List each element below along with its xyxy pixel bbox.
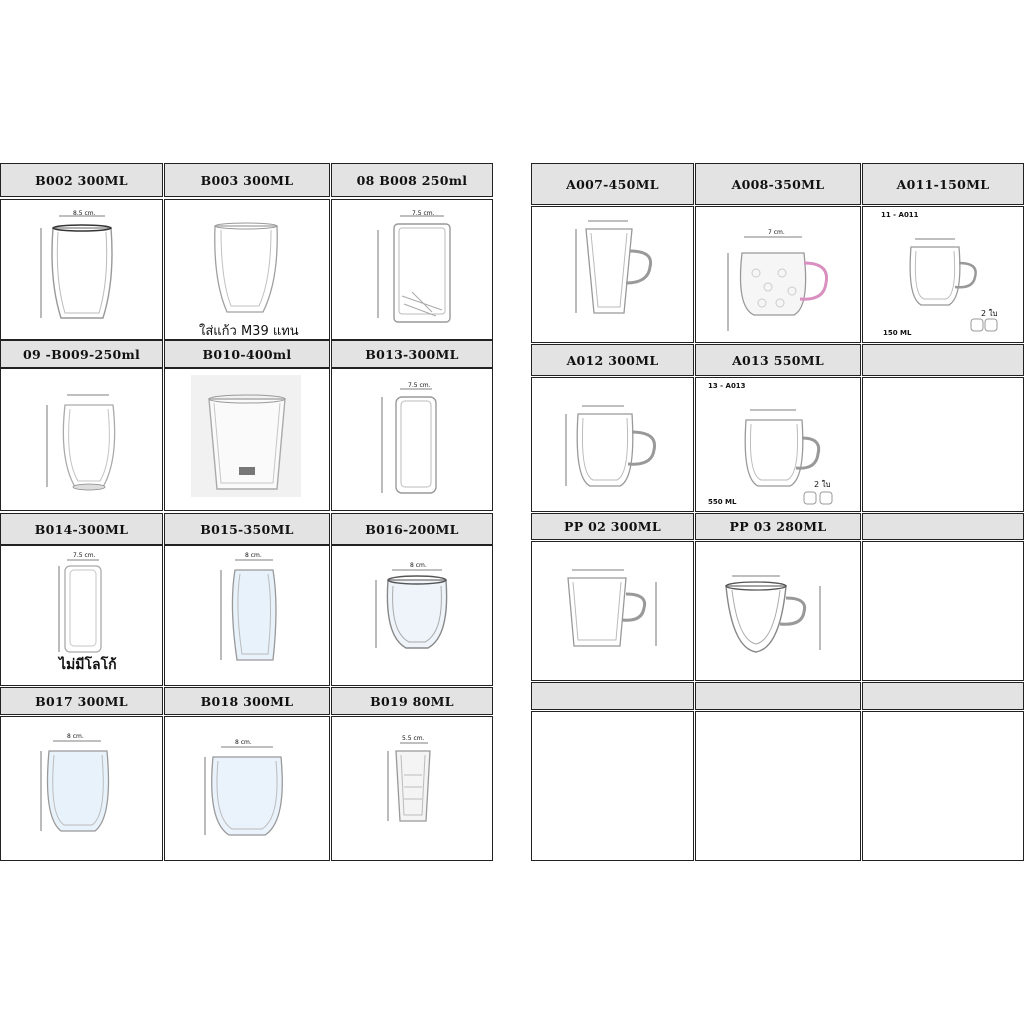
product-image-cell bbox=[0, 368, 163, 511]
product-header-empty bbox=[862, 682, 1024, 710]
product-image-cell bbox=[0, 545, 163, 686]
double-wall-glass-image bbox=[1, 200, 161, 338]
width-dimension: 7 cm. bbox=[768, 229, 785, 236]
double-wall-mug-image bbox=[532, 542, 692, 679]
product-header: B013-300ML bbox=[331, 340, 493, 368]
width-dimension: 8.5 cm. bbox=[73, 210, 96, 217]
product-header: B017 300ML bbox=[0, 687, 163, 715]
product-code: 13 - A013 bbox=[708, 382, 746, 390]
product-header: A008-350ML bbox=[695, 163, 861, 205]
product-image-cell bbox=[695, 541, 861, 681]
capacity-label: 550 ML bbox=[708, 498, 737, 506]
width-dimension: 5.5 cm. bbox=[402, 735, 425, 742]
double-wall-glass-image bbox=[165, 546, 328, 684]
product-header: B018 300ML bbox=[164, 687, 330, 715]
product-header: A007-450ML bbox=[531, 163, 694, 205]
product-header: B015-350ML bbox=[164, 513, 330, 545]
product-header: B016-200ML bbox=[331, 513, 493, 545]
product-image-cell bbox=[331, 545, 493, 686]
empty-cell bbox=[862, 541, 1024, 681]
product-image-cell bbox=[0, 716, 163, 861]
product-header: B002 300ML bbox=[0, 163, 163, 197]
product-image-cell bbox=[164, 716, 330, 861]
product-image-cell bbox=[331, 368, 493, 511]
double-wall-glass-image bbox=[1, 369, 161, 509]
double-wall-glass-image bbox=[165, 369, 328, 509]
double-wall-glass-image bbox=[165, 200, 328, 338]
product-header: B014-300ML bbox=[0, 513, 163, 545]
width-dimension: 8 cm. bbox=[67, 733, 84, 740]
empty-cell bbox=[862, 711, 1024, 861]
product-header: PP 02 300ML bbox=[531, 513, 694, 540]
product-header-empty bbox=[695, 682, 861, 710]
width-dimension: 7.5 cm. bbox=[408, 382, 431, 389]
product-image-cell bbox=[695, 377, 861, 512]
double-wall-mug-image bbox=[532, 378, 692, 510]
product-image-cell bbox=[164, 368, 330, 511]
width-dimension: 8 cm. bbox=[235, 739, 252, 746]
no-logo-note: ไม่มีโลโก้ bbox=[59, 657, 117, 673]
double-wall-mug-image bbox=[696, 378, 859, 510]
product-image-cell bbox=[164, 545, 330, 686]
product-header: B019 80ML bbox=[331, 687, 493, 715]
product-image-cell bbox=[862, 206, 1024, 343]
product-header: 09 -B009-250ml bbox=[0, 340, 163, 368]
product-header: PP 03 280ML bbox=[695, 513, 861, 540]
product-header-empty bbox=[862, 344, 1024, 376]
pieces-label: 2 ใบ bbox=[814, 480, 831, 489]
product-image-cell bbox=[531, 377, 694, 512]
pieces-label: 2 ใบ bbox=[981, 309, 998, 318]
product-header: 08 B008 250ml bbox=[331, 163, 493, 197]
product-header: B010-400ml bbox=[164, 340, 330, 368]
product-code: 11 - A011 bbox=[881, 211, 919, 219]
substitute-note: ใส่แก้ว M39 แทน bbox=[199, 324, 299, 339]
product-header: A013 550ML bbox=[695, 344, 861, 376]
product-header-empty bbox=[862, 513, 1024, 540]
product-image-cell bbox=[695, 206, 861, 343]
width-dimension: 8 cm. bbox=[410, 562, 427, 569]
product-image-cell bbox=[331, 716, 493, 861]
empty-cell bbox=[531, 711, 694, 861]
double-wall-glass-image bbox=[332, 369, 491, 509]
product-header: A011-150ML bbox=[862, 163, 1024, 205]
width-dimension: 7.5 cm. bbox=[73, 552, 96, 559]
empty-cell bbox=[695, 711, 861, 861]
product-header: B003 300ML bbox=[164, 163, 330, 197]
double-wall-glass-image bbox=[332, 200, 491, 338]
double-wall-mug-image bbox=[863, 207, 1022, 341]
product-image-cell bbox=[531, 206, 694, 343]
capacity-label: 150 ML bbox=[883, 329, 912, 337]
hammered-glass-mug-image bbox=[696, 207, 859, 341]
empty-cell bbox=[862, 377, 1024, 512]
product-header-empty bbox=[531, 682, 694, 710]
product-image-cell bbox=[164, 199, 330, 340]
product-image-cell bbox=[331, 199, 493, 340]
double-wall-cup-image bbox=[696, 542, 859, 679]
width-dimension: 8 cm. bbox=[245, 552, 262, 559]
product-header: A012 300ML bbox=[531, 344, 694, 376]
product-image-cell bbox=[531, 541, 694, 681]
double-wall-mug-image bbox=[532, 207, 692, 341]
width-dimension: 7.5 cm. bbox=[412, 210, 435, 217]
product-image-cell bbox=[0, 199, 163, 340]
